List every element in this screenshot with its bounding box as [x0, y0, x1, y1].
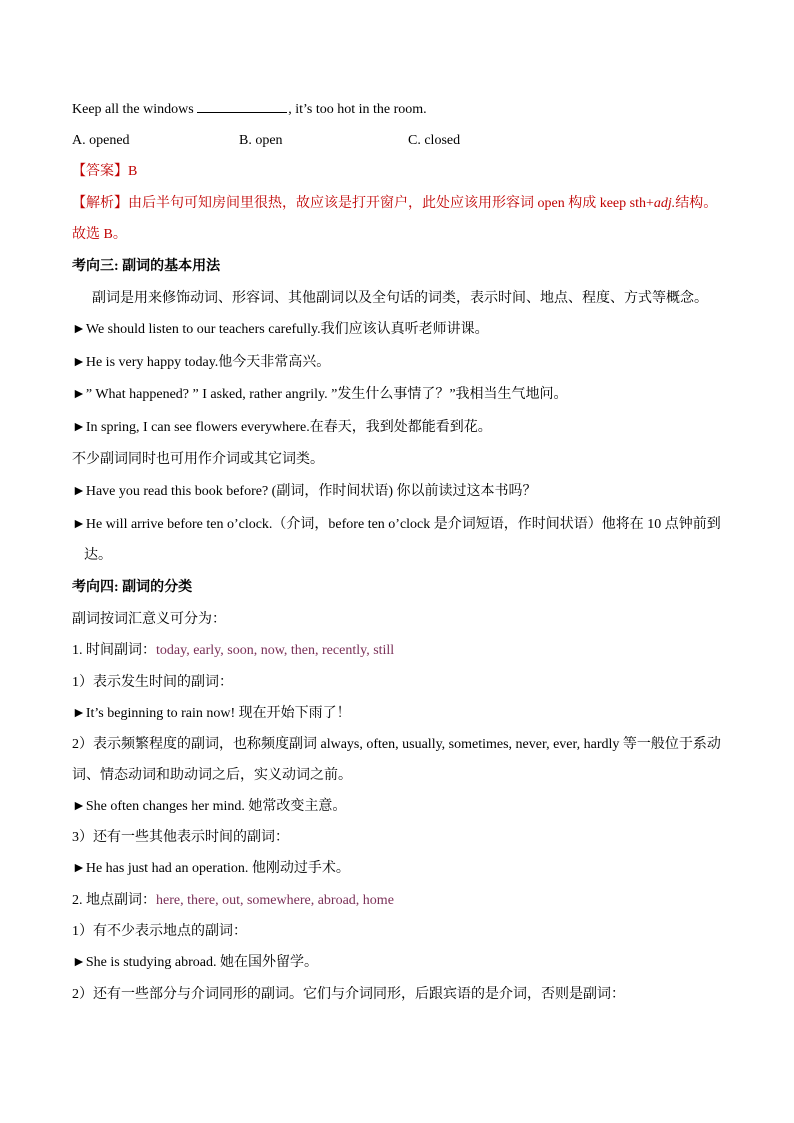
example-line: ►It’s beginning to rain now! 现在开始下雨了！ [72, 706, 351, 721]
option-a: A. opened [72, 133, 130, 148]
answer-value: B [128, 164, 138, 179]
option-b: B. open [239, 133, 283, 148]
section4-title: 考向四: 副词的分类 [72, 580, 193, 595]
answer-blank [197, 100, 287, 113]
time-sub-2-cont: 词、情态动词和助动词之后，实义动词之前。 [72, 768, 352, 783]
example-line: ►He has just had an operation. 他刚动过手术。 [72, 861, 350, 876]
example-line: ►In spring, I can see flowers everywhere.在春天，我到处都能看到花。 [72, 420, 492, 435]
analysis-line-2: 故选 B。 [72, 227, 127, 242]
time-adverbs-heading [72, 641, 394, 661]
time-adverbs-label: 1. 时间副词： [72, 643, 156, 658]
example-line: ►He is very happy today.他今天非常高兴。 [72, 355, 331, 370]
analysis-label: 【解析】 [72, 196, 128, 211]
example-line: ►We should listen to our teachers carefully.我们应该认真听老师讲课。 [72, 322, 489, 337]
question-text-before: Keep all the windows [72, 102, 198, 117]
place-sub-1: 1）有不少表示地点的副词： [72, 924, 247, 939]
answer-line [72, 162, 137, 182]
option-c: C. closed [408, 133, 461, 148]
question-text-after: , it’s too hot in the room. [288, 102, 427, 117]
time-sub-1: 1）表示发生时间的副词： [72, 675, 233, 690]
place-sub-2: 2）还有一些部分与介词同形的副词。它们与介词同形，后跟宾语的是介词，否则是副词： [72, 987, 625, 1002]
example-line: ►” What happened? ” I asked, rather angrily. ”发生什么事情了？”我相当生气地问。 [72, 387, 568, 402]
section4-intro: 副词按词汇意义可分为： [72, 612, 226, 627]
example-line: ►He will arrive before ten o’clock.（介词，before ten o’clock 是介词短语，作时间状语）他将在 10 点钟前到 [72, 517, 721, 532]
example-line: ►She often changes her mind. 她常改变主意。 [72, 799, 347, 814]
example-line: ►Have you read this book before? (副词，作时间状语) 你以前读过这本书吗？ [72, 484, 537, 499]
analysis-italic: adj. [653, 196, 676, 211]
options-row [72, 131, 712, 151]
analysis-text: 由后半句可知房间里很热，故应该是打开窗户，此处应该用形容词 open 构成 keep sth+ [128, 196, 654, 211]
place-adverbs-list: here, there, out, somewhere, abroad, home [156, 893, 394, 908]
analysis-text-end: 结构。 [675, 196, 718, 211]
answer-label: 【答案】 [72, 164, 128, 179]
place-adverbs-heading [72, 891, 394, 911]
section3-note: 不少副词同时也可用作介词或其它词类。 [72, 452, 324, 467]
time-sub-3: 3）还有一些其他表示时间的副词： [72, 830, 289, 845]
section3-title: 考向三: 副词的基本用法 [72, 259, 221, 274]
analysis-line [72, 194, 717, 214]
section3-intro: 副词是用来修饰动词、形容词、其他副词以及全句话的词类，表示时间、地点、程度、方式等概念。 [92, 291, 708, 306]
place-adverbs-label: 2. 地点副词： [72, 893, 156, 908]
example-line: ►She is studying abroad. 她在国外留学。 [72, 955, 319, 970]
question-stem [72, 100, 427, 120]
example-line-wrap: 达。 [84, 548, 112, 563]
time-sub-2: 2）表示频繁程度的副词，也称频度副词 always, often, usually, sometimes, never, ever, hardly 等一般位于系动 [72, 737, 721, 752]
time-adverbs-list: today, early, soon, now, then, recently, still [156, 643, 395, 658]
